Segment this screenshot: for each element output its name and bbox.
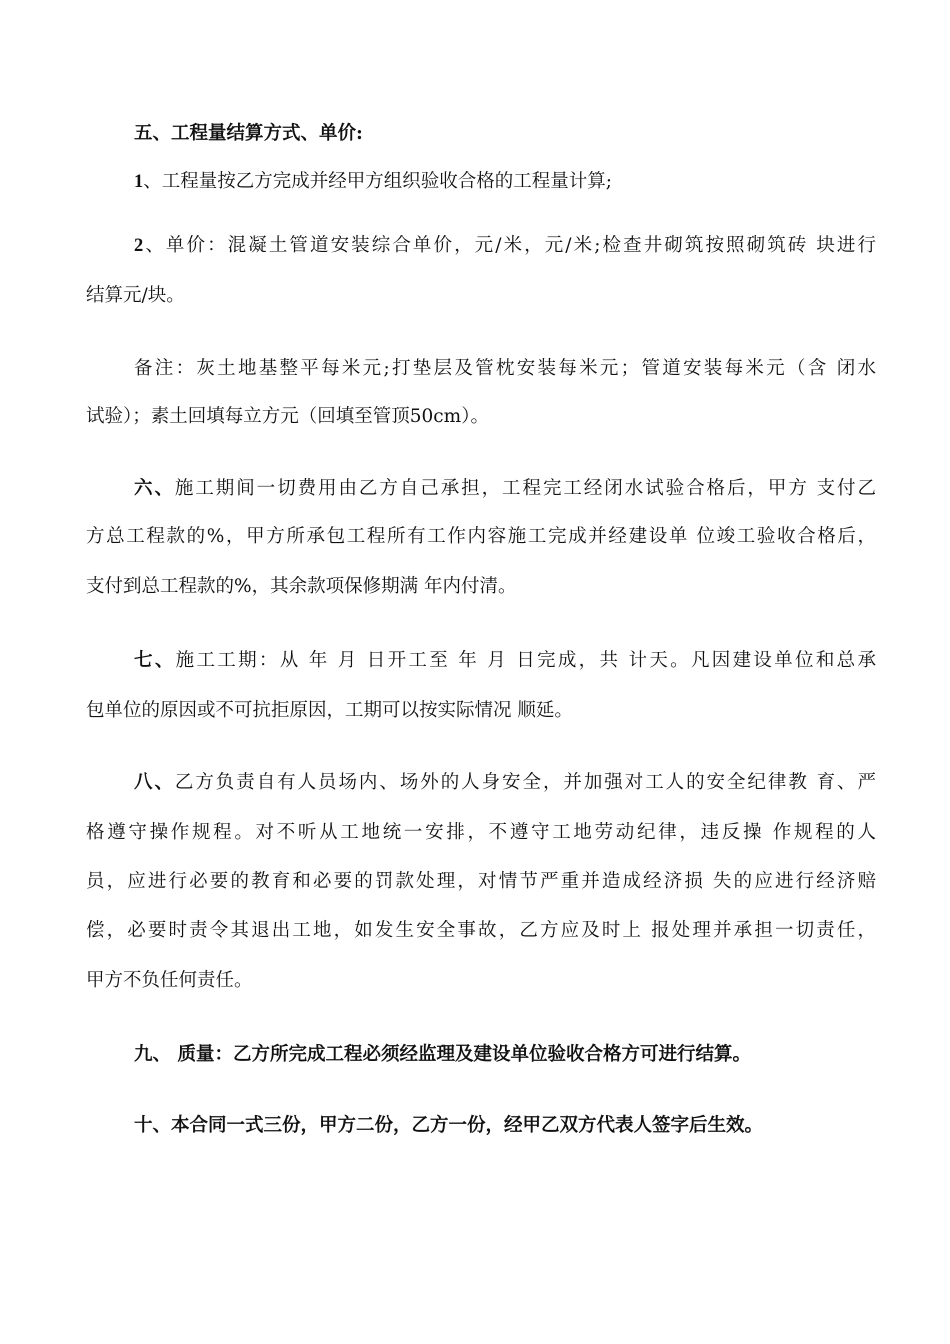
section-8-line-5: 甲方不负任何责任。 bbox=[86, 970, 253, 991]
item-2-number: 2 bbox=[134, 236, 144, 256]
section-10: 十、本合同一式三份，甲方二份，乙方一份，经甲乙双方代表人签字后生效。 bbox=[134, 1115, 764, 1136]
section-5-heading: 五、工程量结算方式、单价: bbox=[134, 123, 363, 144]
note-line-1: 备注：灰土地基整平每米元;打垫层及管枕安装每米元；管道安装每米元（含 闭水 bbox=[134, 358, 876, 379]
section-8-line-3: 员，应进行必要的教育和必要的罚款处理，对情节严重并造成经济损 失的应进行经济赔 bbox=[86, 871, 876, 892]
section-9: 九、 质量：乙方所完成工程必须经监理及建设单位验收合格方可进行结算。 bbox=[134, 1044, 751, 1065]
section-7-line-1 bbox=[134, 648, 876, 674]
item-1-text: 、工程量按乙方完成并经甲方组织验收合格的工程量计算; bbox=[143, 171, 612, 192]
section-7-text: 施工工期：从 年 月 日开工至 年 月 日完成，共 计天。凡因建设单位和总承 bbox=[175, 650, 876, 671]
section-7-line-2: 包单位的原因或不可抗拒原因，工期可以按实际情况 顺延。 bbox=[86, 700, 573, 721]
section-8-line-4: 偿，必要时责令其退出工地，如发生安全事故，乙方应及时上 报处理并承担一切责任， bbox=[86, 920, 876, 941]
section-8-number: 八、 bbox=[134, 772, 175, 793]
item-2-text: 、单价：混凝土管道安装综合单价，元/米，元/米;检查井砌筑按照砌筑砖 块进行 bbox=[143, 235, 876, 256]
section-8-text: 乙方负责自有人员场内、场外的人身安全，并加强对工人的安全纪律教 育、严 bbox=[174, 772, 876, 793]
note-line-2: 试验）；素土回填每立方元（回填至管顶50cm）。 bbox=[86, 406, 489, 427]
section-7-number: 七、 bbox=[134, 650, 176, 671]
section-5-item-2-line-1 bbox=[134, 233, 876, 259]
section-6-line-2: 方总工程款的%，甲方所承包工程所有工作内容施工完成并经建设单 位竣工验收合格后， bbox=[86, 526, 876, 547]
section-5-item-1 bbox=[134, 169, 876, 195]
section-8-line-1 bbox=[134, 770, 876, 796]
section-6-line-1 bbox=[134, 476, 876, 502]
section-6-text: 施工期间一切费用由乙方自己承担，工程完工经闭水试验合格后，甲方 支付乙 bbox=[174, 478, 876, 499]
section-5-item-2-line-2: 结算元/块。 bbox=[86, 285, 185, 306]
section-6-line-3: 支付到总工程款的%，其余款项保修期满 年内付清。 bbox=[86, 576, 517, 597]
section-8-line-2: 格遵守操作规程。对不听从工地统一安排，不遵守工地劳动纪律，违反操 作规程的人 bbox=[86, 822, 876, 843]
item-1-number: 1 bbox=[134, 172, 144, 192]
section-6-number: 六、 bbox=[134, 478, 175, 499]
